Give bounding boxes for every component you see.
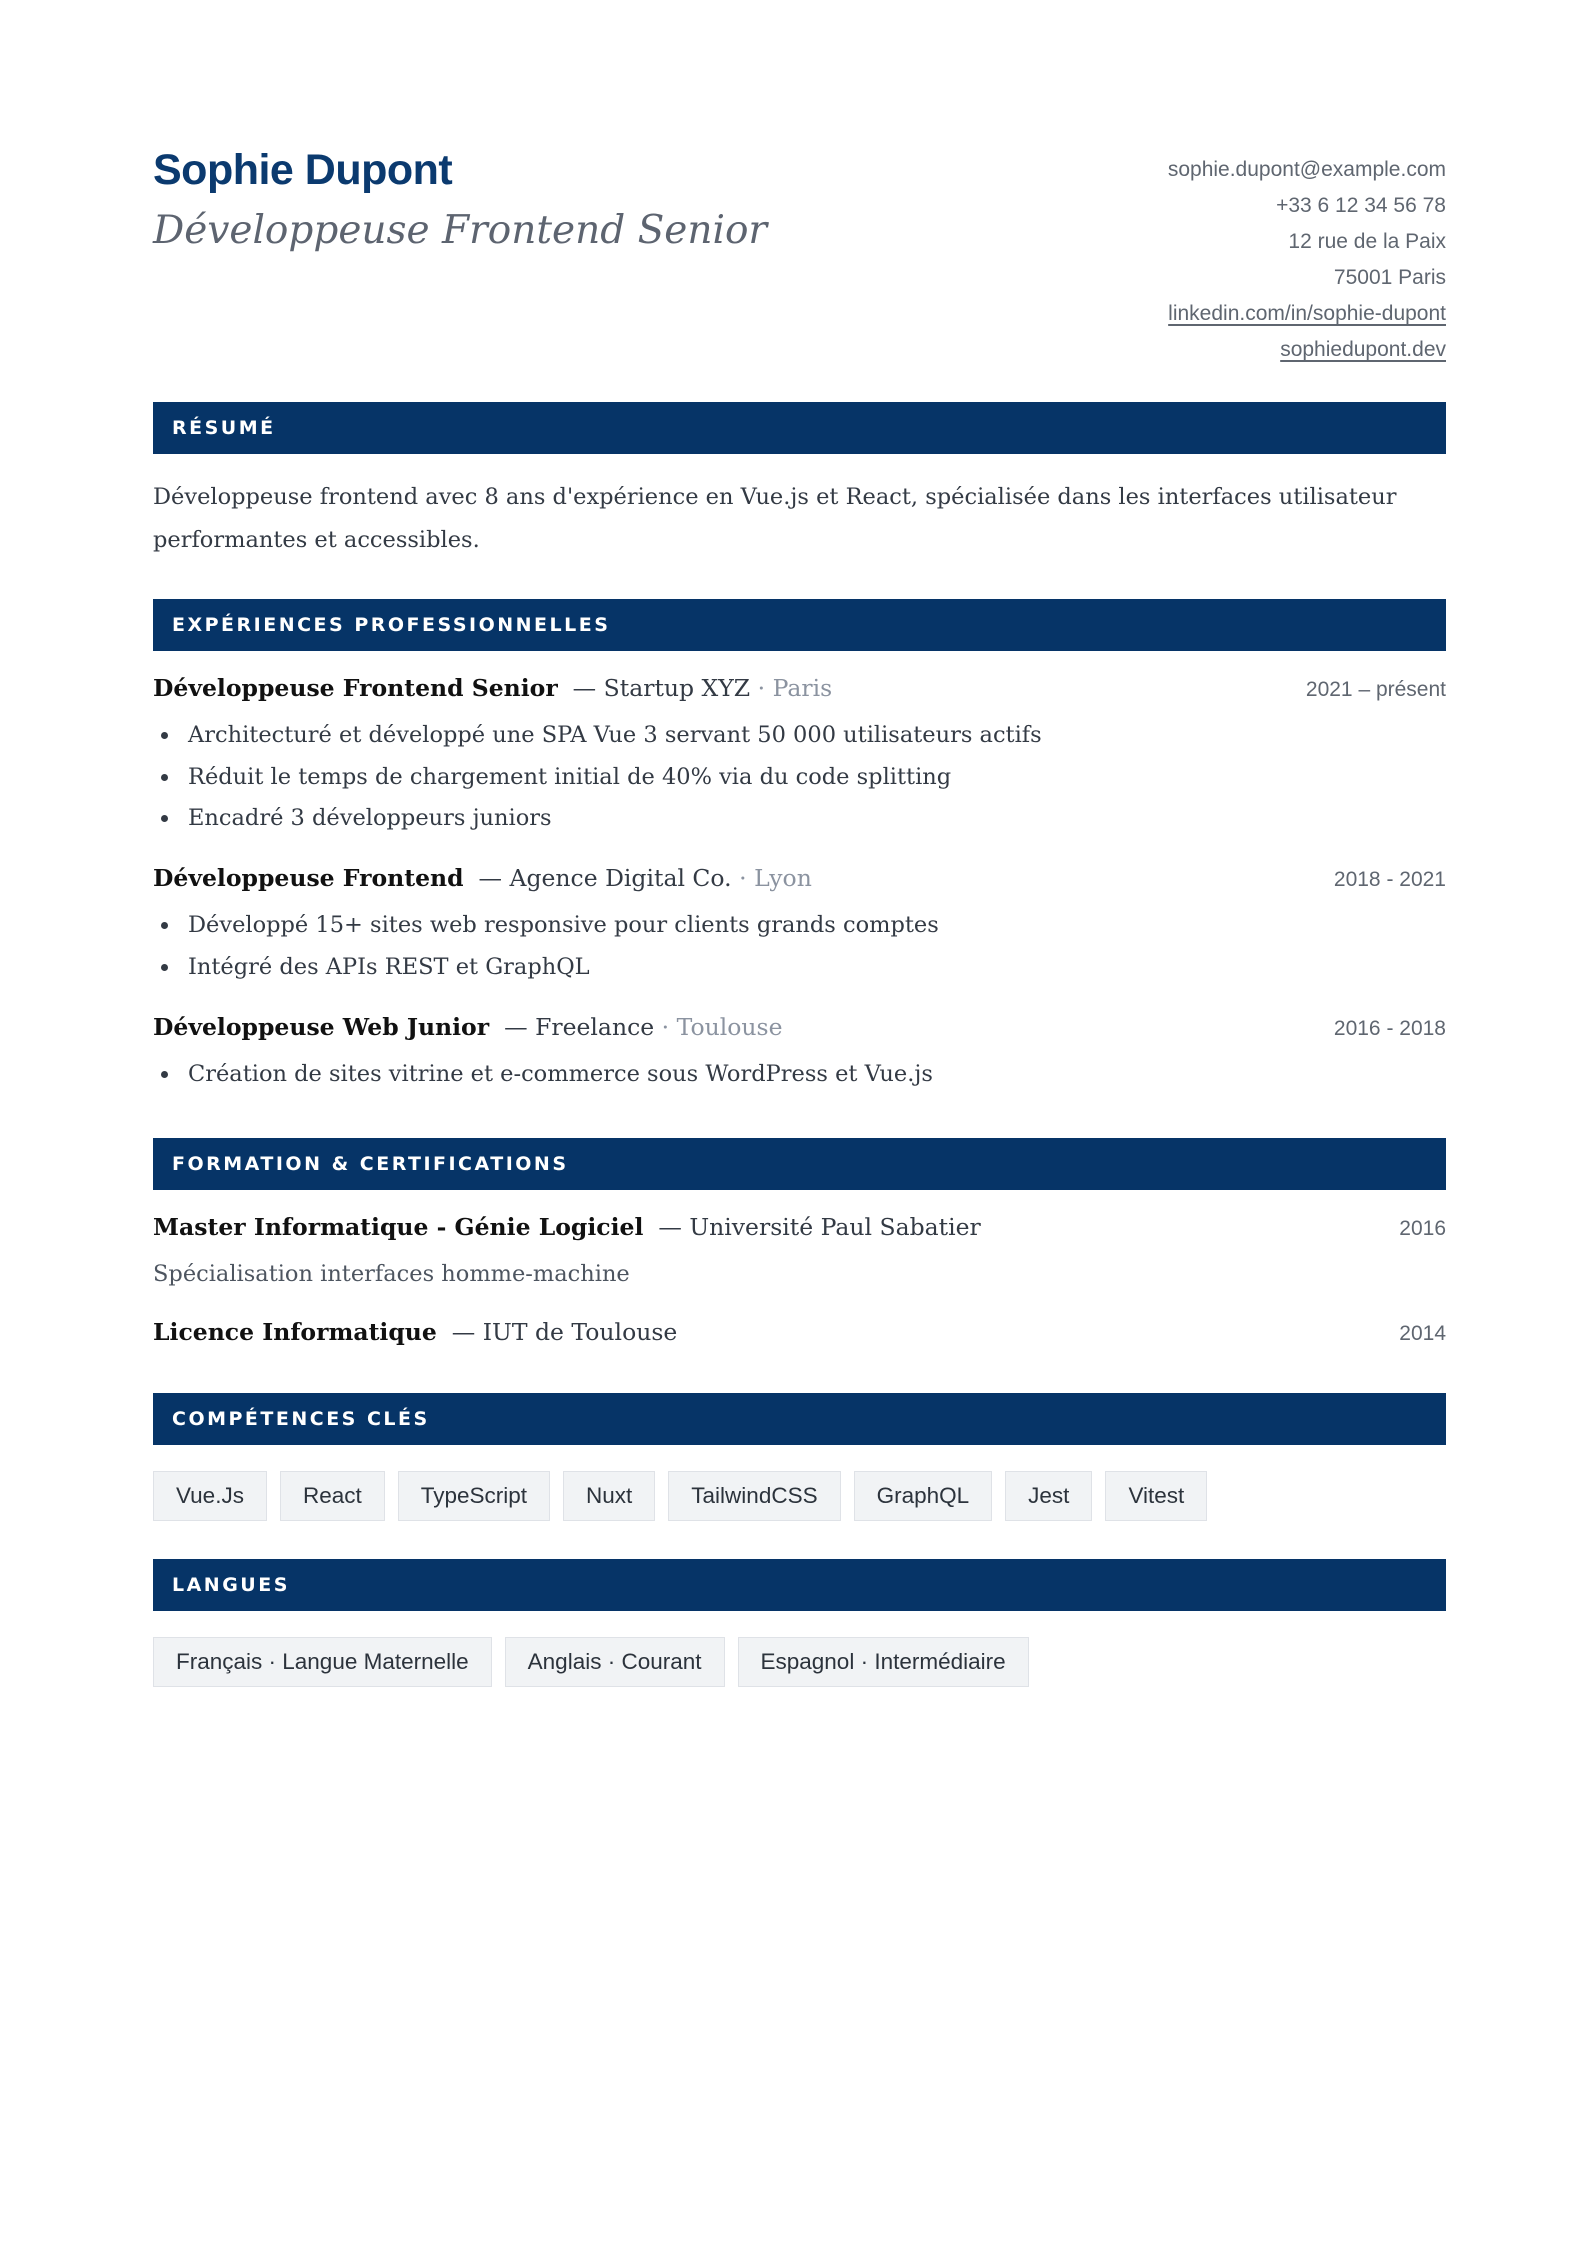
job-company: Freelance (535, 1013, 655, 1041)
separator-dash: — (496, 1013, 536, 1041)
skill-tag: Vue.Js (153, 1471, 267, 1521)
website-link[interactable]: sophiedupont.dev (1280, 338, 1446, 361)
degree-name: Licence Informatique (153, 1318, 437, 1346)
separator-dash: — (471, 864, 510, 892)
degree-year: 2014 (1399, 1322, 1446, 1345)
job-location: Lyon (754, 864, 812, 892)
list-item: Encadré 3 développeurs juniors (153, 801, 1446, 843)
job-dates: 2021 – présent (1305, 678, 1446, 701)
experience-entry-header (153, 674, 1446, 708)
section-header-skills: COMPÉTENCES CLÉS (153, 1393, 1446, 1445)
linkedin-link[interactable]: linkedin.com/in/sophie-dupont (1168, 302, 1446, 325)
separator-dash: — (650, 1213, 690, 1241)
list-item: Architecturé et développé une SPA Vue 3 servant 50 000 utilisateurs actifs (153, 718, 1446, 760)
separator-dot: · (757, 674, 766, 702)
contact-address-line2: 75001 Paris (1333, 266, 1446, 289)
job-location: Toulouse (676, 1013, 783, 1041)
list-item: Création de sites vitrine et e-commerce sous WordPress et Vue.js (153, 1057, 1446, 1099)
skill-tag: TypeScript (398, 1471, 550, 1521)
degree-year: 2016 (1399, 1217, 1446, 1240)
job-role: Développeuse Web Junior (153, 1013, 490, 1041)
section-header-languages: LANGUES (153, 1559, 1446, 1611)
skill-tag: TailwindCSS (668, 1471, 840, 1521)
list-item: Intégré des APIs REST et GraphQL (153, 950, 1446, 992)
language-tag: Français · Langue Maternelle (153, 1637, 492, 1687)
skill-tag: Jest (1005, 1471, 1092, 1521)
contact-phone: +33 6 12 34 56 78 (1276, 194, 1446, 217)
separator-dot: · (661, 1013, 670, 1041)
language-tag: Espagnol · Intermédiaire (738, 1637, 1029, 1687)
separator-dash: — (565, 674, 604, 702)
skill-tag: Nuxt (563, 1471, 655, 1521)
education-entry-header (153, 1318, 1446, 1352)
job-dates: 2016 - 2018 (1333, 1017, 1446, 1040)
contact-email: sophie.dupont@example.com (1167, 158, 1446, 181)
section-header-summary: RÉSUMÉ (153, 402, 1446, 454)
resume-page (153, 0, 1446, 1674)
list-item: Développé 15+ sites web responsive pour clients grands comptes (153, 908, 1446, 950)
job-role: Développeuse Frontend Senior (153, 674, 558, 702)
job-location: Paris (772, 674, 833, 702)
language-tag: Anglais · Courant (505, 1637, 725, 1687)
school-name: IUT de Toulouse (482, 1318, 678, 1346)
summary-text: Développeuse frontend avec 8 ans d'expérience en Vue.js et React, spécialisée dans les interfaces utilisateur performantes et accessibles. (153, 484, 1397, 553)
candidate-name: Sophie Dupont (153, 146, 453, 194)
contact-address-line1: 12 rue de la Paix (1288, 230, 1446, 253)
experience-entry-header (153, 864, 1446, 898)
education-entry-header (153, 1213, 1446, 1247)
separator-dash: — (444, 1318, 483, 1346)
list-item: Réduit le temps de chargement initial de 40% via du code splitting (153, 760, 1446, 802)
skill-tag: GraphQL (854, 1471, 993, 1521)
section-header-experience: EXPÉRIENCES PROFESSIONNELLES (153, 599, 1446, 651)
contact-block (1168, 152, 1446, 368)
job-dates: 2018 - 2021 (1333, 868, 1446, 891)
job-bullets (153, 908, 1446, 991)
job-company: Startup XYZ (603, 674, 751, 702)
resume-header (153, 0, 1446, 400)
candidate-title: Développeuse Frontend Senior (153, 208, 768, 253)
separator-dot: · (739, 864, 747, 892)
skill-tag: Vitest (1105, 1471, 1207, 1521)
section-header-education: FORMATION & CERTIFICATIONS (153, 1138, 1446, 1190)
job-bullets (153, 718, 1446, 843)
school-name: Université Paul Sabatier (689, 1213, 981, 1241)
degree-description: Spécialisation interfaces homme-machine (153, 1261, 630, 1287)
skills-tag-list (153, 1471, 1207, 1521)
degree-name: Master Informatique - Génie Logiciel (153, 1213, 644, 1241)
skill-tag: React (280, 1471, 385, 1521)
job-bullets (153, 1057, 1446, 1099)
job-role: Développeuse Frontend (153, 864, 464, 892)
job-company: Agence Digital Co. (509, 864, 732, 892)
languages-tag-list (153, 1637, 1029, 1687)
experience-entry-header (153, 1013, 1446, 1047)
